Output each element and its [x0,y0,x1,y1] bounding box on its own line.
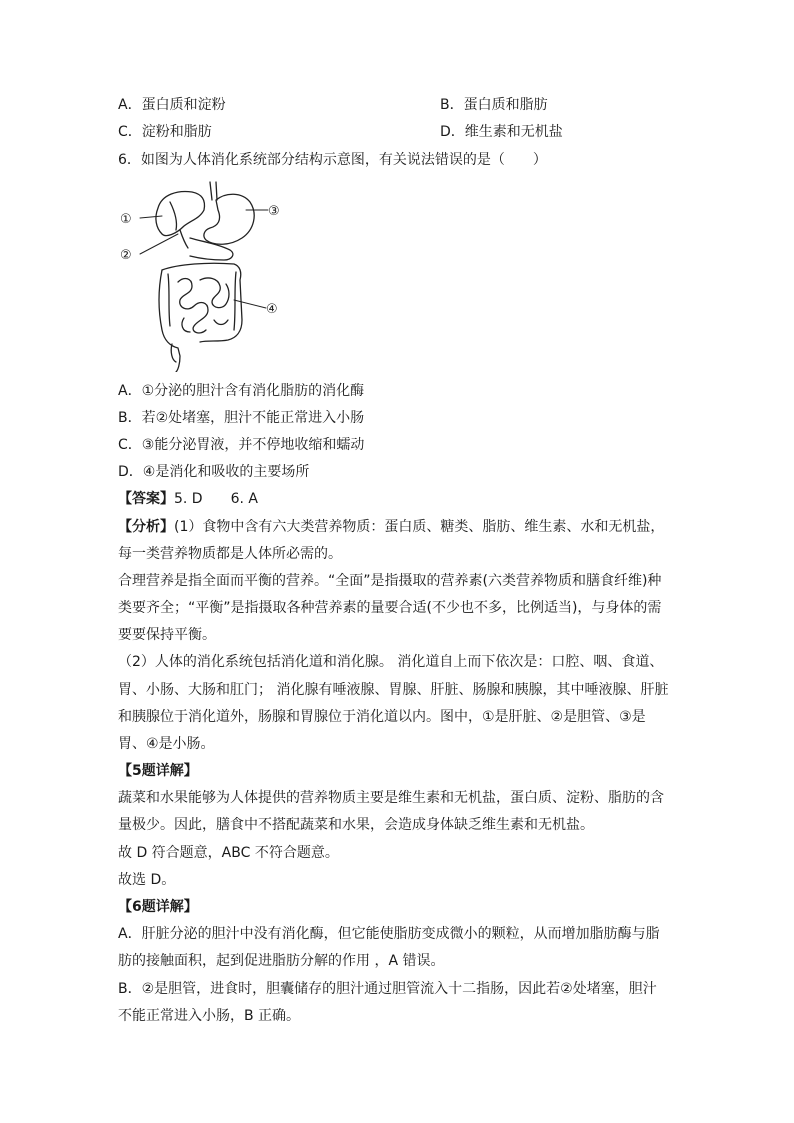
liver-shape [156,192,205,236]
bile-duct-shape [180,230,188,248]
analysis-line-1 [118,517,664,537]
q5-option-b: B．蛋白质和脂肪 [440,97,548,113]
analysis-line-5: 要要保持平衡。 [118,627,216,643]
digestive-system-figure [118,180,288,372]
q6-option-d: D．④是消化和吸收的主要场所 [118,464,310,480]
analysis-line-7: 胃、小肠、大肠和肛门； 消化腺有唾液腺、胃腺、肝脏、肠腺和胰腺，其中唾液腺、肝脏 [118,682,669,698]
q6-option-c: C．③能分泌胃液，并不停地收缩和蠕动 [118,437,365,453]
detail5-line-4: 故选 D。 [118,872,176,888]
q5-option-a: A．蛋白质和淀粉 [118,97,226,113]
detail5-line-2: 量极少。因此，膳食中不搭配蔬菜和水果，会造成身体缺乏维生素和无机盐。 [118,817,594,833]
detail5-line-1: 蔬菜和水果能够为人体提供的营养物质主要是维生素和无机盐，蛋白质、淀粉、脂肪的含 [118,790,664,806]
detail6-line-3: B．②是胆管，进食时，胆囊储存的胆汁通过胆管流入十二指肠，因此若②处堵塞，胆汁 [118,981,657,997]
analysis-line-8: 和胰腺位于消化道外，肠腺和胃腺位于消化道以内。图中，①是肝脏、②是胆管、③是 [118,709,646,725]
q5-option-d: D．维生素和无机盐 [440,124,563,140]
esophagus-shape [210,182,212,200]
q6-option-a: A．①分泌的胆汁含有消化脂肪的消化酶 [118,383,365,399]
answer-line [118,489,258,509]
figure-label-1: ① [120,212,132,227]
analysis-line-4: 类要齐全；“平衡”是指摄取各种营养素的量要合适(不少也不多，比例适当)，与身体的需 [118,600,662,616]
figure-label-4: ④ [266,302,278,317]
detail5-label: 【5题详解】 [118,763,198,779]
q6-stem: 6．如图为人体消化系统部分结构示意图，有关说法错误的是（ ） [118,152,547,168]
answer-label: 【答案】 [118,491,174,507]
stomach-shape [204,194,254,244]
analysis-line-9: 胃、④是小肠。 [118,736,215,752]
analysis-text-1: (1）食物中含有六大类营养物质：蛋白质、糖类、脂肪、维生素、水和无机盐， [174,519,665,535]
analysis-line-6: （2）人体的消化系统包括消化道和消化腺。 消化道自上而下依次是：口腔、咽、食道、 [118,654,664,670]
detail6-line-4: 不能正常进入小肠，B 正确。 [118,1008,301,1024]
answer-text: 5. D 6. A [174,491,258,507]
analysis-line-3: 合理营养是指全面而平衡的营养。“全面”是指摄取的营养素(六类营养物质和膳食纤维)种 [118,573,662,589]
detail6-line-2: 肪的接触面积，起到促进脂肪分解的作用 ，A 错误。 [118,953,445,969]
q6-option-b: B．若②处堵塞，胆汁不能正常进入小肠 [118,410,365,426]
detail6-label: 【6题详解】 [118,899,198,915]
analysis-line-2: 每一类营养物质都是人体所必需的。 [118,546,342,562]
digestive-system-diagram [118,180,288,372]
detail6-line-1: A．肝脏分泌的胆汁中没有消化酶，但它能使脂肪变成微小的颗粒，从而增加脂肪酶与脂 [118,926,660,942]
figure-label-3: ③ [268,204,280,219]
figure-label-2: ② [120,248,132,263]
detail5-line-3: 故 D 符合题意，ABC 不符合题意。 [118,845,339,861]
analysis-label: 【分析】 [118,519,174,535]
q5-option-c: C．淀粉和脂肪 [118,124,212,140]
